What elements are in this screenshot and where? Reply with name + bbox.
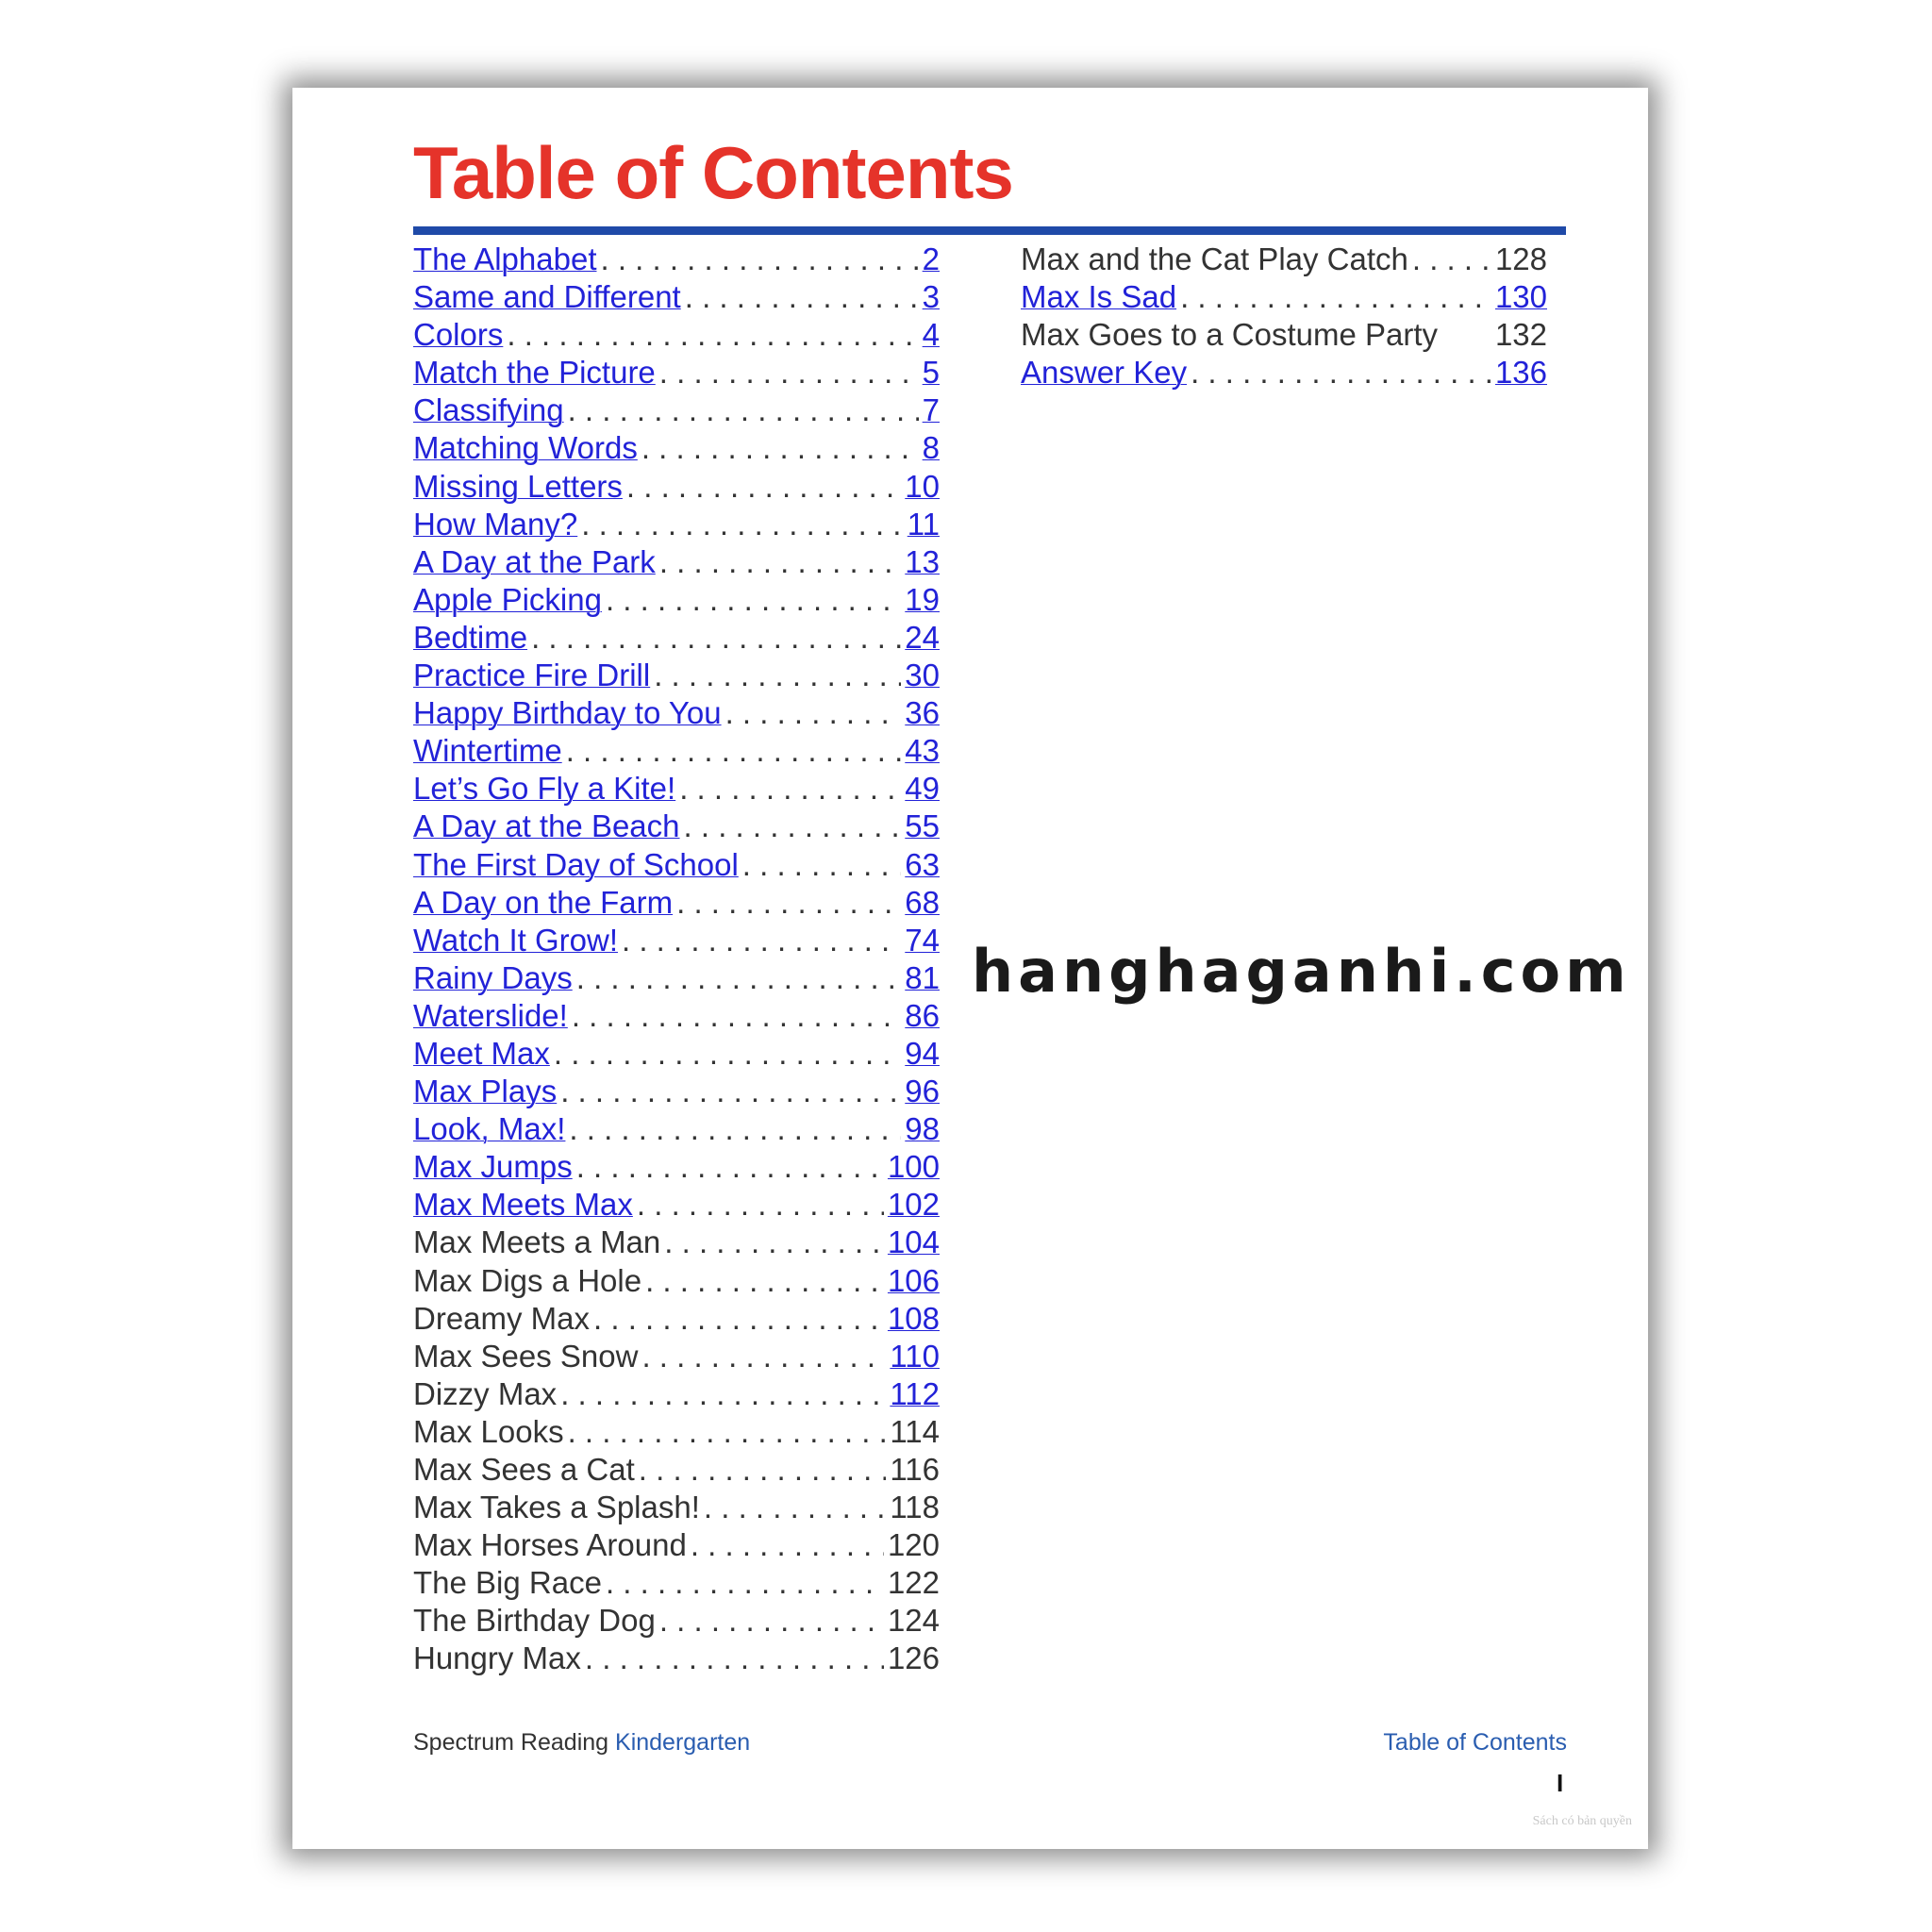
toc-entry-title[interactable]: Max Meets Max <box>413 1187 633 1223</box>
toc-entry-title[interactable]: Match the Picture <box>413 355 656 391</box>
toc-entry[interactable] <box>413 1073 940 1110</box>
toc-entry[interactable] <box>413 619 940 657</box>
dot-leader <box>659 543 901 581</box>
toc-entry-title[interactable]: Waterslide! <box>413 997 568 1033</box>
dot-leader <box>576 959 902 997</box>
toc-entry-title[interactable]: Apple Picking <box>413 581 602 617</box>
toc-entry <box>413 1602 940 1640</box>
toc-entry-title[interactable]: The Alphabet <box>413 242 597 276</box>
dot-leader <box>576 1148 884 1186</box>
toc-entry-page-number: 124 <box>887 1603 940 1639</box>
toc-entry <box>1021 241 1547 278</box>
toc-entry-page-number[interactable]: 4 <box>922 317 940 353</box>
toc-entry-title: Max Digs a Hole <box>413 1262 642 1298</box>
toc-entry-page-number[interactable]: 81 <box>905 959 940 995</box>
dot-leader <box>725 694 902 732</box>
toc-entry-page-number[interactable]: 30 <box>905 658 940 693</box>
dot-leader <box>585 1640 884 1677</box>
dot-leader <box>568 391 919 429</box>
toc-entry-title[interactable]: Watch It Grow! <box>413 922 618 958</box>
toc-entry-title[interactable]: Max Is Sad <box>1021 279 1177 315</box>
toc-entry[interactable] <box>413 354 940 391</box>
toc-entry <box>413 1564 940 1602</box>
toc-entry[interactable] <box>413 391 940 429</box>
toc-entry <box>413 1413 940 1451</box>
toc-entry-page-number[interactable]: 11 <box>907 506 940 541</box>
toc-entry[interactable] <box>413 1375 940 1413</box>
toc-entry-page-number[interactable]: 94 <box>905 1035 940 1071</box>
toc-entry[interactable] <box>413 884 940 922</box>
toc-entry-page-number[interactable]: 100 <box>887 1149 940 1185</box>
toc-entry-page-number[interactable]: 130 <box>1494 279 1547 315</box>
toc-entry-page-number[interactable]: 108 <box>887 1300 940 1336</box>
toc-entry[interactable] <box>413 1262 940 1300</box>
toc-entry[interactable] <box>413 1148 940 1186</box>
toc-entry-title: Max Goes to a Costume Party <box>1021 317 1439 353</box>
toc-entry-title[interactable]: Matching Words <box>413 430 638 466</box>
dot-leader <box>626 468 901 506</box>
toc-entry[interactable] <box>413 846 940 884</box>
toc-entry-page-number[interactable]: 74 <box>905 922 940 958</box>
footer-grade: Kindergarten <box>615 1729 751 1756</box>
page-number: I <box>1557 1769 1564 1797</box>
toc-entry-page-number: 122 <box>887 1565 940 1601</box>
footer-book-title <box>413 1729 750 1757</box>
dot-leader <box>659 1602 884 1640</box>
toc-entry-page-number[interactable]: 8 <box>922 430 940 466</box>
toc-entry-title[interactable]: Classifying <box>413 392 564 428</box>
page-title: Table of Contents <box>413 131 1013 214</box>
toc-entry[interactable] <box>413 1300 940 1338</box>
toc-entry-page-number[interactable]: 49 <box>905 771 940 807</box>
toc-entry-title[interactable]: Same and Different <box>413 279 681 315</box>
watermark-text: hanghaganhi.com <box>972 937 1631 1006</box>
toc-entry-title: Max Sees a Cat <box>413 1452 635 1487</box>
dot-leader <box>593 1300 884 1338</box>
toc-entry-title: The Birthday Dog <box>413 1603 656 1639</box>
toc-entry[interactable] <box>413 506 940 543</box>
dot-leader <box>704 1489 886 1526</box>
toc-entry <box>413 1489 940 1526</box>
toc-entry[interactable] <box>413 770 940 808</box>
toc-entry-title[interactable]: Meet Max <box>413 1035 550 1071</box>
toc-entry-page-number[interactable]: 106 <box>887 1262 940 1298</box>
dot-leader <box>654 657 901 694</box>
toc-entry-title: Max Takes a Splash! <box>413 1490 700 1525</box>
dot-leader <box>641 429 919 467</box>
toc-entry[interactable] <box>413 1338 940 1375</box>
toc-entry-page-number[interactable]: 112 <box>890 1375 940 1411</box>
dot-leader <box>601 241 919 278</box>
toc-entry-page-number[interactable]: 24 <box>905 619 940 655</box>
toc-entry-title: Max Sees Snow <box>413 1338 639 1374</box>
dot-leader <box>531 619 901 657</box>
toc-entry[interactable] <box>413 922 940 959</box>
dot-leader <box>560 1073 901 1110</box>
toc-entry[interactable] <box>413 429 940 467</box>
toc-entry-page-number: 118 <box>890 1490 940 1525</box>
toc-entry[interactable] <box>413 997 940 1035</box>
toc-entry[interactable] <box>413 241 940 278</box>
dot-leader <box>664 1224 884 1261</box>
toc-entry-title[interactable]: Colors <box>413 317 504 353</box>
dot-leader <box>581 506 904 543</box>
toc-entry-title: Dizzy Max <box>413 1375 558 1411</box>
toc-entry[interactable] <box>413 543 940 581</box>
toc-entry-page-number[interactable]: 5 <box>922 355 940 391</box>
toc-entry <box>1021 316 1547 354</box>
toc-entry[interactable] <box>413 959 940 997</box>
toc-entry-page-number[interactable]: 55 <box>905 808 940 844</box>
toc-entry[interactable] <box>413 581 940 619</box>
toc-entry-title: Max Horses Around <box>413 1527 687 1563</box>
toc-entry[interactable] <box>1021 354 1547 391</box>
toc-entry-title[interactable]: Max Jumps <box>413 1149 573 1185</box>
dot-leader <box>684 808 902 845</box>
toc-entry <box>413 1451 940 1489</box>
toc-entry <box>413 1526 940 1564</box>
copyright-note: Sách có bản quyền <box>1532 1814 1632 1828</box>
toc-entry-page-number[interactable]: 110 <box>890 1338 940 1374</box>
dot-leader <box>1180 278 1491 316</box>
toc-entry-title[interactable]: Answer Key <box>1021 355 1188 391</box>
toc-entry[interactable] <box>413 1035 940 1073</box>
dot-leader <box>742 846 901 884</box>
dot-leader <box>606 1564 884 1602</box>
toc-entry-title[interactable]: A Day at the Park <box>413 543 656 579</box>
toc-entry[interactable] <box>413 1186 940 1224</box>
toc-entry-page-number: 132 <box>1494 317 1547 353</box>
toc-entry-title[interactable]: Missing Letters <box>413 468 623 504</box>
dot-leader <box>606 581 901 619</box>
toc-entry-title[interactable]: Let’s Go Fly a Kite! <box>413 771 676 807</box>
toc-entry-page-number[interactable]: 3 <box>922 279 940 315</box>
toc-column-right <box>1021 241 1547 391</box>
toc-entry[interactable] <box>413 1110 940 1148</box>
dot-leader <box>1412 241 1491 278</box>
toc-column-left <box>413 241 940 1678</box>
toc-entry-page-number[interactable]: 43 <box>905 733 940 769</box>
toc-entry-title[interactable]: Rainy Days <box>413 959 573 995</box>
toc-entry-title[interactable]: A Day on the Farm <box>413 884 674 920</box>
toc-entry[interactable] <box>413 732 940 770</box>
toc-entry-page-number[interactable]: 102 <box>887 1187 940 1223</box>
dot-leader <box>641 1338 886 1375</box>
dot-leader <box>572 997 901 1035</box>
toc-entry-title[interactable]: Practice Fire Drill <box>413 658 651 693</box>
footer-section: Table of Contents <box>1383 1729 1567 1756</box>
dot-leader <box>569 1110 901 1148</box>
toc-entry-page-number[interactable]: 68 <box>905 884 940 920</box>
dot-leader <box>637 1186 884 1224</box>
dot-leader <box>679 770 901 808</box>
toc-entry-page-number[interactable]: 63 <box>905 846 940 882</box>
toc-entry-page-number[interactable]: 98 <box>905 1111 940 1147</box>
toc-entry-title[interactable]: Happy Birthday to You <box>413 695 722 731</box>
toc-entry[interactable] <box>1021 278 1547 316</box>
dot-leader <box>568 1413 887 1451</box>
document-page <box>292 88 1648 1849</box>
toc-entry-page-number: 120 <box>887 1527 940 1563</box>
title-rule <box>413 226 1566 235</box>
dot-leader <box>622 922 901 959</box>
toc-entry-page-number: 116 <box>890 1452 940 1487</box>
toc-entry-page-number[interactable]: 96 <box>905 1074 940 1109</box>
toc-entry-title: Max Looks <box>413 1413 564 1449</box>
toc-entry-title: Hungry Max <box>413 1641 581 1676</box>
toc-entry-title[interactable]: Wintertime <box>413 733 562 769</box>
dot-leader <box>685 278 919 316</box>
toc-entry-page-number[interactable]: 104 <box>887 1224 940 1260</box>
toc-entry-title[interactable]: A Day at the Beach <box>413 808 680 844</box>
toc-entry-page-number[interactable]: 136 <box>1494 355 1547 391</box>
toc-entry-page-number: 128 <box>1494 242 1547 276</box>
toc-entry[interactable] <box>413 1224 940 1261</box>
toc-entry-page-number: 126 <box>887 1641 940 1676</box>
dot-leader <box>566 732 902 770</box>
toc-entry-page-number[interactable]: 86 <box>905 997 940 1033</box>
toc-entry[interactable] <box>413 278 940 316</box>
toc-entry-page-number[interactable]: 19 <box>905 581 940 617</box>
toc-entry-page-number[interactable]: 36 <box>905 695 940 731</box>
dot-leader <box>676 884 901 922</box>
toc-entry-title: Max and the Cat Play Catch <box>1021 242 1408 276</box>
dot-leader <box>507 316 918 354</box>
toc-entry-title[interactable]: How Many? <box>413 506 578 541</box>
toc-entry <box>413 1640 940 1677</box>
dot-leader <box>659 354 919 391</box>
toc-entry-page-number[interactable]: 7 <box>922 392 940 428</box>
footer-series: Spectrum Reading <box>413 1729 609 1756</box>
dot-leader <box>645 1262 884 1300</box>
dot-leader <box>691 1526 884 1564</box>
toc-entry[interactable] <box>413 808 940 845</box>
toc-entry[interactable] <box>413 694 940 732</box>
dot-leader <box>560 1375 886 1413</box>
dot-leader <box>639 1451 887 1489</box>
toc-entry-title[interactable]: Bedtime <box>413 619 528 655</box>
dot-leader <box>554 1035 901 1073</box>
toc-entry-title: Dreamy Max <box>413 1300 591 1336</box>
toc-entry-page-number[interactable]: 13 <box>905 543 940 579</box>
toc-entry-title: The Big Race <box>413 1565 602 1601</box>
toc-entry-page-number: 114 <box>890 1413 940 1449</box>
toc-entry-title[interactable]: Max Plays <box>413 1074 558 1109</box>
toc-entry-page-number[interactable]: 10 <box>905 468 940 504</box>
toc-entry[interactable] <box>413 316 940 354</box>
toc-entry-title: Max Meets a Man <box>413 1224 661 1260</box>
dot-leader <box>1191 354 1491 391</box>
toc-entry-title[interactable]: Look, Max! <box>413 1111 566 1147</box>
toc-entry-page-number[interactable]: 2 <box>922 242 940 276</box>
toc-entry[interactable] <box>413 468 940 506</box>
toc-entry[interactable] <box>413 657 940 694</box>
toc-entry-title[interactable]: The First Day of School <box>413 846 739 882</box>
